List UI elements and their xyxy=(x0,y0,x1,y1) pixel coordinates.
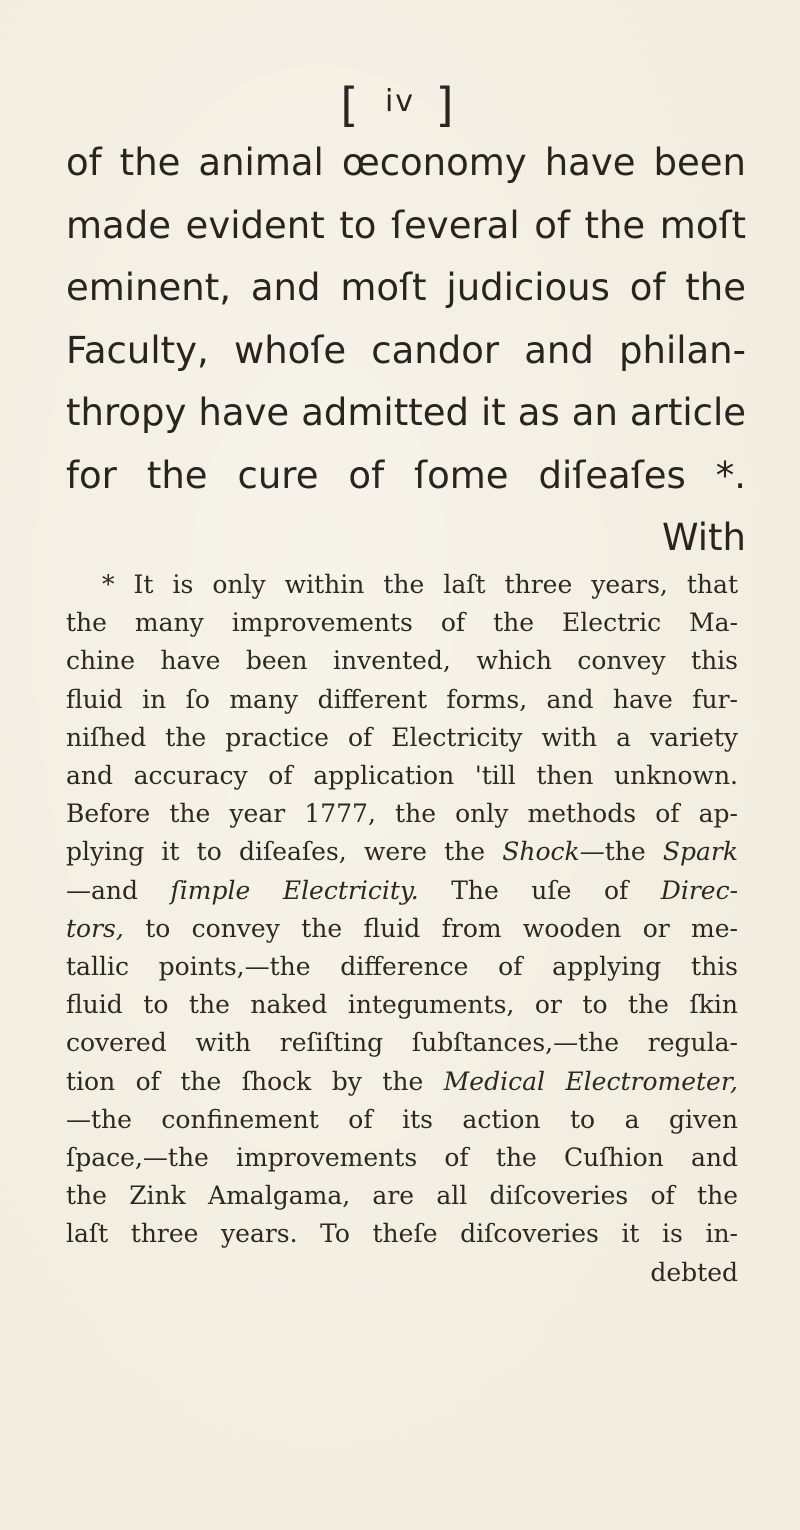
footnote-italic-directors: Direc- xyxy=(660,875,739,905)
footnote-line: Before the year 1777, the only methods of ap- xyxy=(66,799,738,829)
text-line: Faculty, whoſe candor and philan- xyxy=(66,328,746,372)
footnote-text: —the xyxy=(579,837,646,867)
footnote-line: fluid in ſo many different forms, and have fur- xyxy=(66,684,738,714)
footnote-line: and accuracy of application 'till then unknown. xyxy=(66,761,738,791)
footnote-line: ſpace,—the improvements of the Cuſhion and xyxy=(66,1143,738,1173)
footnote-text: tion of the ſhock by the xyxy=(66,1066,424,1096)
footnote xyxy=(66,566,738,1292)
footnote-line: the many improvements of the Electric Ma- xyxy=(66,608,738,638)
footnote-text: The uſe of xyxy=(451,875,629,905)
footnote-catchword: debted xyxy=(650,1257,738,1287)
open-bracket: [ xyxy=(340,78,365,132)
page-number: iv xyxy=(384,84,416,119)
footnote-italic-shock: Shock xyxy=(502,837,580,867)
close-bracket: ] xyxy=(435,78,460,132)
footnote-text: plying it to diſeaſes, were the xyxy=(66,837,486,867)
footnote-line: covered with reſiſting ſubſtances,—the regula- xyxy=(66,1028,738,1058)
footnote-italic-tors: tors, xyxy=(66,913,124,943)
text-line: for the cure of ſome diſeaſes *. xyxy=(66,453,746,497)
footnote-italic-electrometer: Medical Electrometer, xyxy=(443,1066,738,1096)
footnote-italic-spark: Spark xyxy=(662,837,739,867)
footnote-line: laſt three years. To theſe diſcoveries it is in- xyxy=(66,1219,738,1249)
footnote-line: —the confinement of its action to a given xyxy=(66,1104,738,1134)
footnote-line: * It is only within the laſt three years, that xyxy=(102,570,738,599)
text-line: of the animal œconomy have been xyxy=(66,141,746,184)
text-line: eminent, and moſt judicious of the xyxy=(66,266,746,309)
footnote-line xyxy=(66,833,738,871)
catchword: With xyxy=(661,516,746,559)
footnote-text: to convey the fluid from wooden or me- xyxy=(145,913,738,943)
footnote-line xyxy=(66,910,738,948)
footnote-italic-simple-electricity: ſimple Electricity. xyxy=(170,875,419,905)
footnote-line xyxy=(66,872,738,910)
footnote-text: —and xyxy=(66,875,139,905)
footnote-line: chine have been invented, which convey this xyxy=(66,646,738,676)
footnote-line xyxy=(66,1063,738,1101)
footnote-line: tallic points,—the difference of applying this xyxy=(66,952,738,982)
text-line: made evident to ſeveral of the moſt xyxy=(66,203,746,247)
footnote-line: fluid to the naked integuments, or to the ſkin xyxy=(66,990,738,1020)
text-line: thropy have admitted it as an article xyxy=(66,391,746,434)
main-text xyxy=(66,132,746,570)
footnote-line: niſhed the practice of Electricity with a variety xyxy=(66,722,738,752)
page-header xyxy=(0,78,800,132)
footnote-line: the Zink Amalgama, are all diſcoveries of the xyxy=(66,1181,738,1211)
